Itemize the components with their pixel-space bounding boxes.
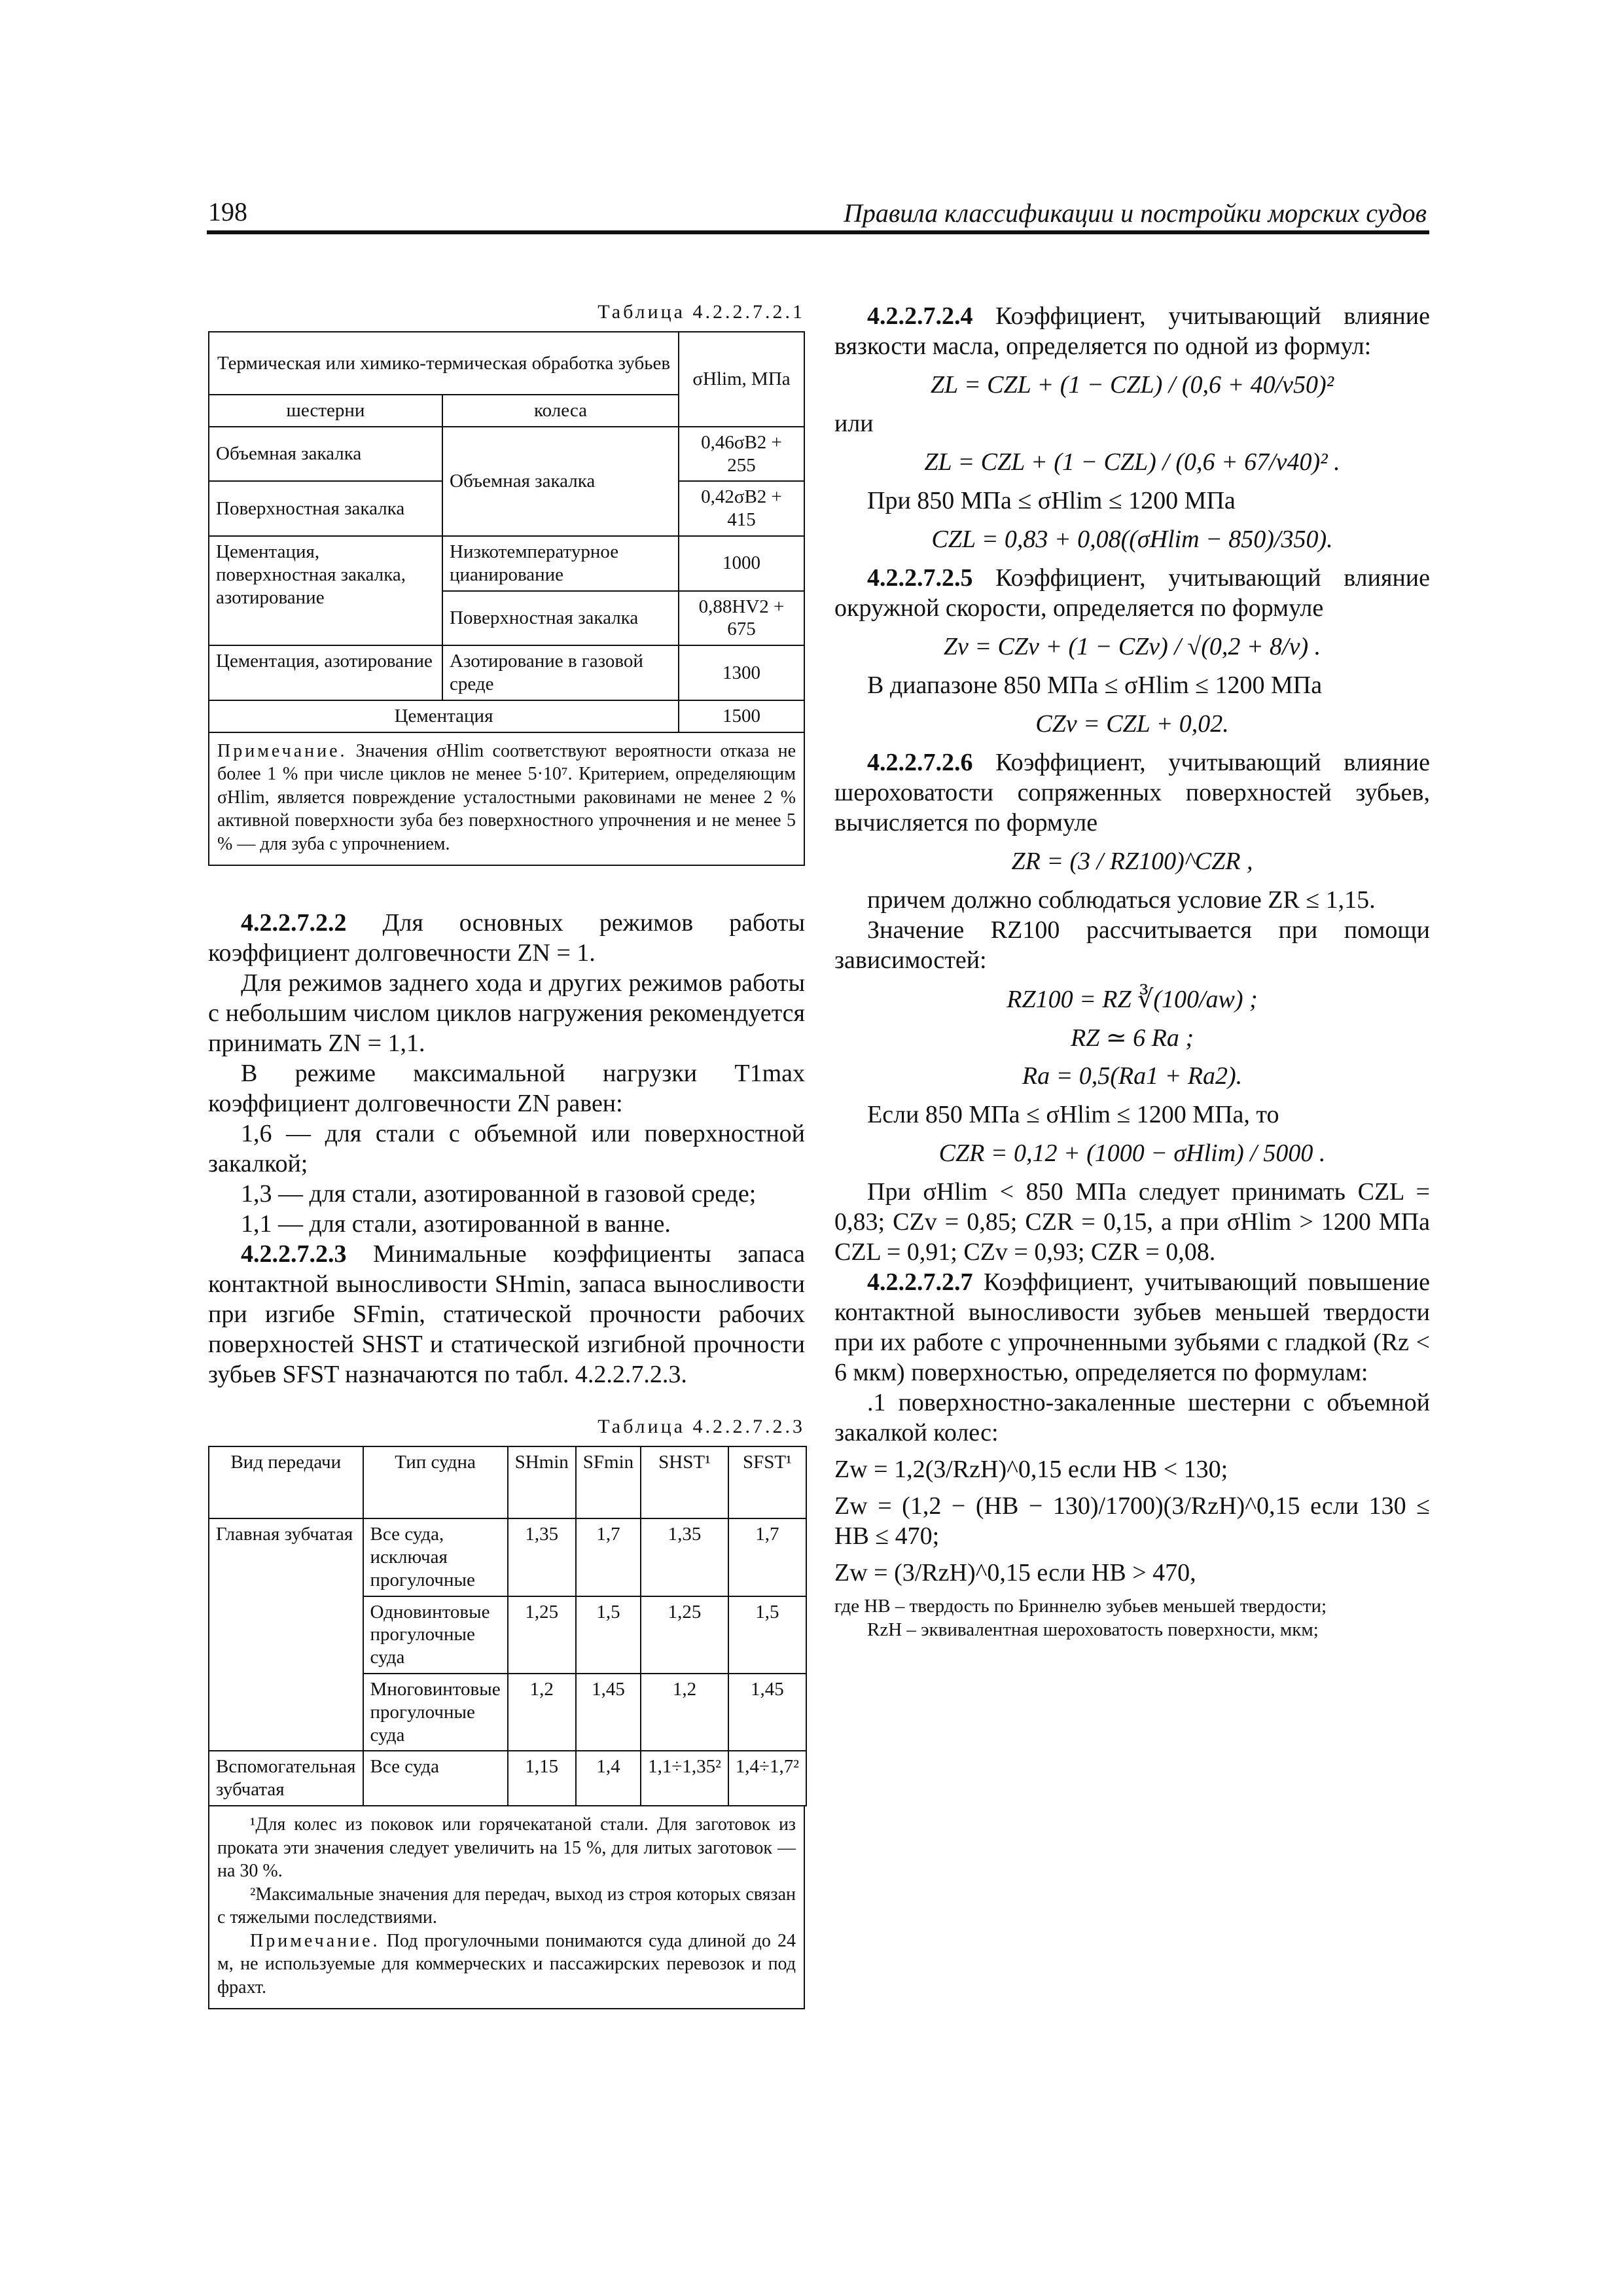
paragraph: В режиме максимальной нагрузки T1max коэффициент долговечности ZN равен: — [208, 1060, 805, 1118]
table1-cell: Объемная закалка — [442, 427, 679, 536]
table-row — [209, 645, 804, 700]
paragraph-text: Для основных режимов работы коэффициент долговечности ZN = 1. — [208, 909, 805, 967]
formula: Zw = 1,2(3/RzH)^0,15 если HB < 130; — [834, 1456, 1228, 1483]
paragraph: Если 850 МПа ≤ σHlim ≤ 1200 МПа, то — [867, 1101, 1279, 1128]
table2-cell: Вспомогательная зубчатая — [209, 1751, 363, 1806]
table2-note-label: Примечание. — [250, 1930, 380, 1951]
table1-head-treatment: Термическая или химико-термическая обработка зубьев — [209, 332, 679, 395]
table-row — [209, 427, 804, 482]
table2-cell: 1,4÷1,7² — [728, 1751, 806, 1806]
formula: RZ ≃ 6 Ra ; — [1070, 1024, 1194, 1052]
table1-cell: 1500 — [679, 700, 804, 732]
table-row — [209, 536, 804, 591]
paragraph — [834, 563, 1430, 623]
formula: Zv = CZv + (1 − CZv) / √(0,2 + 8/v) . — [943, 633, 1321, 660]
table2-header: SFST¹ — [728, 1446, 806, 1518]
table-row — [209, 700, 804, 732]
table-row — [209, 1751, 806, 1806]
paragraph-text: Минимальные коэффициенты запаса контактной выносливости SHmin, запаса выносливости при изгибе SFmin, статической прочности рабочих поверхностей SHST и статической изгибной прочности зубьев SFST назначаются по табл. 4.2.2.7.2.3. — [208, 1240, 805, 1389]
table1-cell: 0,42σB2 + 415 — [679, 481, 804, 536]
where-line: RzH – эквивалентная шероховатость поверхности, мкм; — [867, 1619, 1319, 1640]
paragraph: В диапазоне 850 МПа ≤ σHlim ≤ 1200 МПа — [867, 672, 1323, 699]
paragraph — [834, 301, 1430, 361]
table2-cell: 1,5 — [728, 1596, 806, 1674]
table2-cell: 1,45 — [576, 1674, 641, 1751]
table2 — [208, 1446, 807, 1806]
table1-caption: Таблица 4.2.2.7.2.1 — [597, 301, 805, 323]
formula: Zw = (3/RzH)^0,15 если HB > 470, — [834, 1559, 1196, 1587]
table-row — [209, 1518, 806, 1596]
table2-footnote: ¹Для колес из поковок или горячекатаной стали. Для заготовок из проката эти значения следует увеличить на 15 %, для литых заготовок — на 30 %. — [217, 1814, 796, 1882]
table1-cell: 1000 — [679, 536, 804, 591]
table2-cell: 1,35 — [641, 1518, 728, 1596]
table2-cell: 1,1÷1,35² — [641, 1751, 728, 1806]
paragraph: или — [834, 410, 874, 437]
table2-footnote: ²Максимальные значения для передач, выход из строя которых связан с тяжелыми последствиями. — [217, 1884, 796, 1928]
table1-head-pinion: шестерни — [209, 395, 442, 427]
table2-caption: Таблица 4.2.2.7.2.3 — [597, 1416, 805, 1438]
section-number: 4.2.2.7.2.7 — [867, 1268, 973, 1296]
table1-cell: Низкотемпературное цианирование — [442, 536, 679, 591]
paragraph — [208, 908, 805, 968]
table2-cell: 1,35 — [508, 1518, 576, 1596]
left-column — [208, 301, 805, 2009]
table1-note-label: Примечание. — [217, 740, 348, 761]
section-number: 4.2.2.7.2.3 — [241, 1240, 347, 1268]
table2-header: SHmin — [508, 1446, 576, 1518]
paragraph: .1 поверхностно-закаленные шестерни с объемной закалкой колес: — [834, 1389, 1430, 1446]
table2-cell: Многовинтовые прогулочные суда — [363, 1674, 508, 1751]
right-column — [834, 301, 1430, 1641]
paragraph: 1,1 — для стали, азотированной в ванне. — [241, 1210, 671, 1238]
paragraph — [834, 747, 1430, 838]
paragraph-text: Коэффициент, учитывающий влияние вязкости масла, определяется по одной из формул: — [834, 302, 1430, 360]
section-number: 4.2.2.7.2.4 — [867, 302, 973, 330]
where-line: где HB – твердость по Бриннелю зубьев меньшей твердости; — [834, 1596, 1327, 1617]
formula: Ra = 0,5(Ra1 + Ra2). — [1022, 1062, 1243, 1090]
table1-note — [208, 733, 805, 867]
table2-note-text: Под прогулочными понимаются суда длиной до 24 м, не используемые для коммерческих и пассажирских перевозок и под фрахт. — [217, 1930, 796, 1998]
table1-head-sigma: σHlim, МПа — [679, 332, 804, 427]
table1-cell: Цементация, поверхностная закалка, азотирование — [209, 536, 442, 645]
table2-cell: 1,2 — [508, 1674, 576, 1751]
table2-cell: Главная зубчатая — [209, 1518, 363, 1751]
table2-header: Тип судна — [363, 1446, 508, 1518]
table2-cell: 1,15 — [508, 1751, 576, 1806]
table1-cell: Цементация, азотирование — [209, 645, 442, 700]
table1-cell: Поверхностная закалка — [209, 481, 442, 536]
formula: RZ100 = RZ ∛(100/aw) ; — [1007, 986, 1258, 1013]
table2-cell: 1,7 — [576, 1518, 641, 1596]
table2-cell: 1,4 — [576, 1751, 641, 1806]
section-number: 4.2.2.7.2.5 — [867, 564, 973, 592]
paragraph: Для режимов заднего хода и других режимов работы с небольшим числом циклов нагружения рекомендуется принимать ZN = 1,1. — [208, 969, 805, 1058]
page-number: 198 — [208, 197, 247, 226]
table1-note-text: Значения σHlim соответствуют вероятности отказа не более 1 % при числе циклов не менее 5·10⁷. Критерием, определяющим σHlim, является повреждение усталостными раковинами не менее 2 % активной поверхности зуба без поверхностного упрочнения и не менее 5 % — для зуба с упрочнением. — [217, 740, 796, 854]
table1-cell: Поверхностная закалка — [442, 591, 679, 646]
paragraph-text: Коэффициент, учитывающий повышение контактной выносливости зубьев меньшей твердости при их работе с упрочненными зубьями с гладкой (Rz < 6 мкм) поверхностью, определяется по формулам: — [834, 1268, 1430, 1386]
table2-cell: 1,25 — [508, 1596, 576, 1674]
paragraph — [208, 1239, 805, 1390]
table2-cell: 1,2 — [641, 1674, 728, 1751]
table2-header: SFmin — [576, 1446, 641, 1518]
formula: ZR = (3 / RZ100)^CZR , — [1011, 848, 1253, 875]
paragraph: При 850 МПа ≤ σHlim ≤ 1200 МПа — [867, 487, 1236, 514]
paragraph-text: Коэффициент, учитывающий влияние шероховатости сопряженных поверхностей зубьев, вычисляется по формуле — [834, 749, 1430, 836]
table2-cell: Одновинтовые прогулочные суда — [363, 1596, 508, 1674]
formula: ZL = CZL + (1 − CZL) / (0,6 + 67/ν40)² . — [924, 448, 1340, 476]
paragraph: 1,3 — для стали, азотированной в газовой среде; — [241, 1180, 757, 1208]
table1-cell: 0,46σB2 + 255 — [679, 427, 804, 482]
formula: ZL = CZL + (1 − CZL) / (0,6 + 40/ν50)² — [930, 371, 1334, 399]
table2-note — [217, 1929, 796, 2000]
section-number: 4.2.2.7.2.6 — [867, 749, 973, 776]
formula: CZL = 0,83 + 0,08((σHlim − 850)/350). — [931, 526, 1333, 553]
formula: CZR = 0,12 + (1000 − σHlim) / 5000 . — [938, 1139, 1326, 1167]
table1-cell: Цементация — [209, 700, 679, 732]
section-number: 4.2.2.7.2.2 — [241, 909, 347, 937]
table2-cell: 1,5 — [576, 1596, 641, 1674]
paragraph: 1,6 — для стали с объемной или поверхностной закалкой; — [208, 1120, 805, 1178]
paragraph: Значение RZ100 рассчитывается при помощи зависимостей: — [834, 916, 1430, 974]
table1 — [208, 331, 805, 733]
table2-cell: 1,7 — [728, 1518, 806, 1596]
table2-header: SHST¹ — [641, 1446, 728, 1518]
table2-cell: Все суда, исключая прогулочные — [363, 1518, 508, 1596]
paragraph — [834, 1267, 1430, 1388]
paragraph: причем должно соблюдаться условие ZR ≤ 1,15. — [867, 886, 1376, 914]
table2-cell: Все суда — [363, 1751, 508, 1806]
table1-cell: Азотирование в газовой среде — [442, 645, 679, 700]
table1-cell: Объемная закалка — [209, 427, 442, 482]
running-title: Правила классификации и постройки морских судов — [843, 198, 1427, 228]
table2-header: Вид передачи — [209, 1446, 363, 1518]
header-rule — [207, 230, 1429, 234]
table1-cell: 0,88HV2 + 675 — [679, 591, 804, 646]
table1-cell: 1300 — [679, 645, 804, 700]
formula: CZv = CZL + 0,02. — [1035, 710, 1229, 738]
table2-notes — [208, 1806, 805, 2009]
formula: Zw = (1,2 − (HB − 130)/1700)(3/RzH)^0,15 если 130 ≤ HB ≤ 470; — [834, 1492, 1430, 1550]
paragraph-text: Коэффициент, учитывающий влияние окружной скорости, определяется по формуле — [834, 564, 1430, 622]
table1-head-wheel: колеса — [442, 395, 679, 427]
paragraph: При σHlim < 850 МПа следует принимать CZL = 0,83; CZv = 0,85; CZR = 0,15, а при σHlim > 1200 МПа CZL = 0,91; CZv = 0,93; CZR = 0,08. — [834, 1178, 1430, 1266]
table2-cell: 1,45 — [728, 1674, 806, 1751]
table2-cell: 1,25 — [641, 1596, 728, 1674]
